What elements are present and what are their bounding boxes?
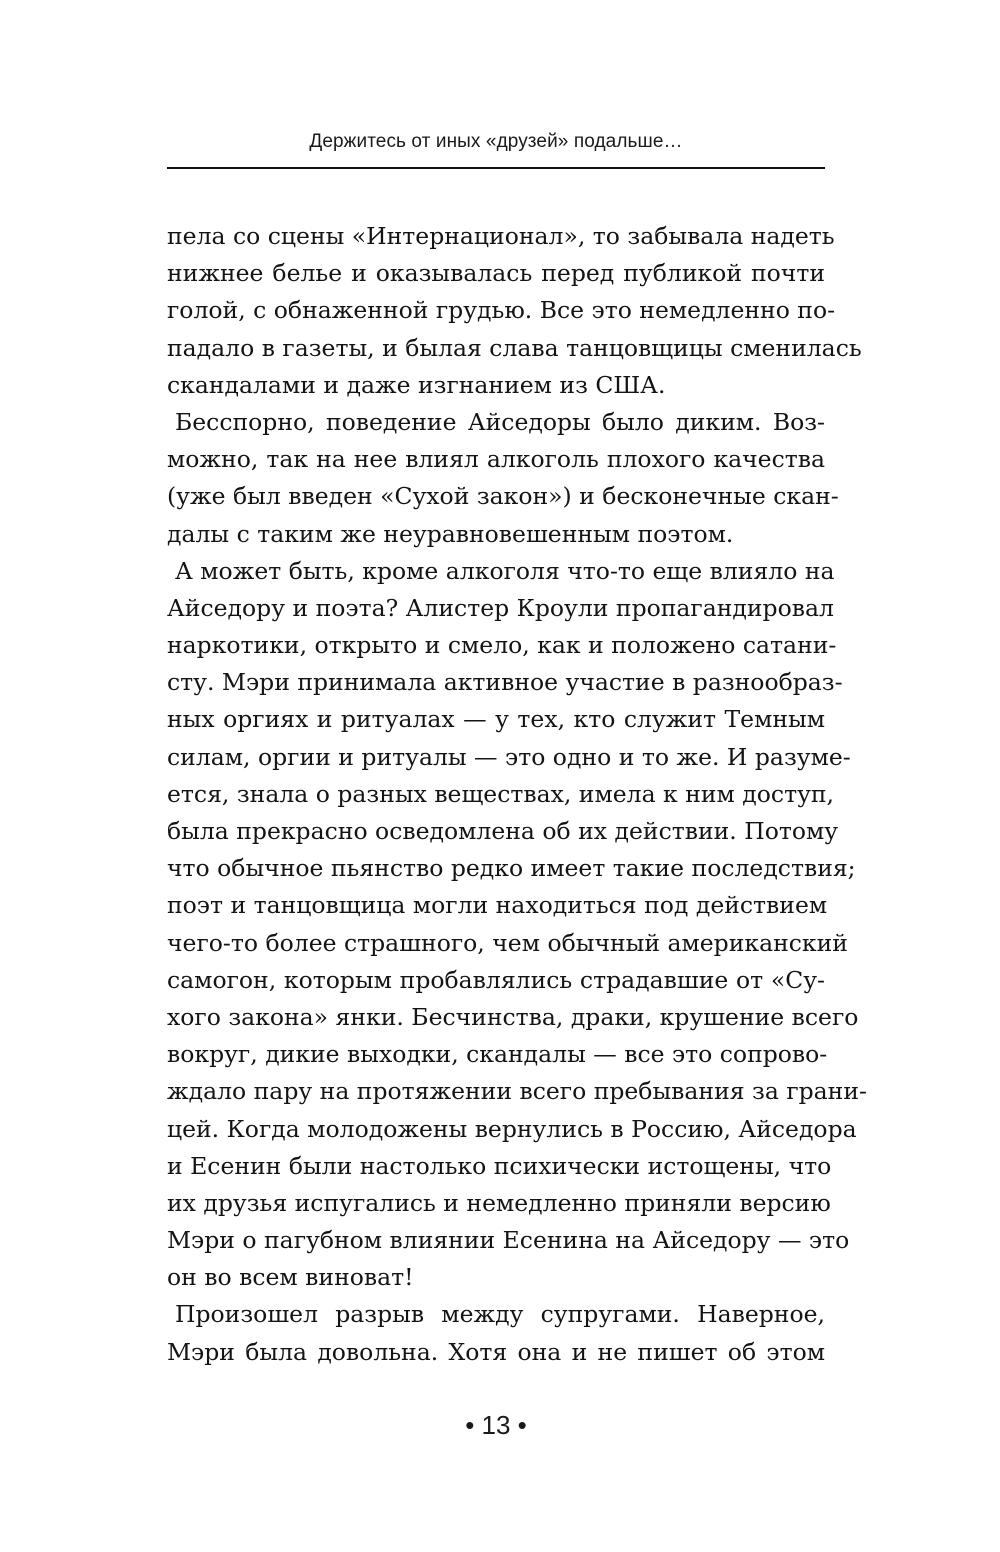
- text-line: голой, с обнаженной грудью. Все это немедленно по-: [167, 296, 836, 325]
- text-line: хого закона» янки. Бесчинства, драки, крушение всего: [167, 1002, 859, 1031]
- text-line: падало в газеты, и былая слава танцовщицы сменилась: [167, 333, 862, 362]
- text-line: их друзья испугались и немедленно приняли версию: [167, 1188, 831, 1217]
- text-line: была прекрасно осведомлена об их действии. Потому: [167, 817, 839, 845]
- text-line: и Есенин были настолько психически истощены, что: [167, 1151, 832, 1180]
- body-text: [167, 218, 867, 1371]
- paragraph: [167, 1296, 825, 1370]
- text-line: ждало пару на протяжении всего пребывания за грани-: [167, 1077, 867, 1106]
- text-line: Бесспорно, поведение Айседоры было диким. Воз-: [175, 407, 825, 436]
- text-line: цей. Когда молодожены вернулись в Россию, Айседора: [167, 1114, 857, 1143]
- text-line: силам, оргии и ритуалы — это одно и то же. И разуме-: [167, 742, 851, 771]
- text-line: скандалами и даже изгнанием из США.: [167, 370, 666, 399]
- text-line: ных оргиях и ритуалах — у тех, кто служит Темным: [167, 705, 825, 734]
- text-line: ется, знала о разных веществах, имела к ним доступ,: [167, 779, 835, 808]
- text-line: А может быть, кроме алкоголя что-то еще влияло на: [175, 556, 835, 585]
- text-line: Мэри была довольна. Хотя она и не пишет об этом: [167, 1337, 825, 1366]
- paragraph: [167, 218, 862, 404]
- text-line: что обычное пьянство редко имеет такие последствия;: [167, 854, 856, 883]
- text-line: чего-то более страшного, чем обычный американский: [167, 928, 848, 957]
- page-number: • 13 •: [465, 1410, 527, 1440]
- header-rule: [167, 167, 825, 169]
- text-line: Мэри о пагубном влиянии Есенина на Айседору — это: [167, 1226, 850, 1255]
- text-line: Айседору и поэта? Алистер Кроули пропагандировал: [167, 593, 834, 622]
- text-line: пела со сцены «Интернационал», то забывала надеть: [167, 222, 835, 250]
- running-head: Держитесь от иных «друзей» подальше…: [309, 131, 683, 152]
- text-line: (уже был введен «Сухой закон») и бесконечные скан-: [167, 482, 839, 511]
- text-line: поэт и танцовщица могли находиться под действием: [167, 891, 828, 920]
- text-line: он во всем виноват!: [167, 1263, 414, 1292]
- text-line: вокруг, дикие выходки, скандалы — все это сопрово-: [167, 1040, 828, 1069]
- paragraph: [167, 553, 867, 1297]
- paragraph: [167, 404, 839, 553]
- text-line: Произошел разрыв между супругами. Наверное,: [175, 1300, 825, 1329]
- text-line: нижнее белье и оказывалась перед публикой почти: [167, 259, 825, 288]
- text-line: далы с таким же неуравновешенным поэтом.: [167, 519, 734, 548]
- text-line: самогон, которым пробавлялись страдавшие от «Су-: [167, 965, 825, 994]
- text-line: наркотики, открыто и смело, как и положено сатани-: [167, 631, 837, 660]
- text-line: можно, так на нее влиял алкоголь плохого качества: [167, 445, 825, 474]
- text-line: сту. Мэри принимала активное участие в разнообраз-: [167, 668, 843, 697]
